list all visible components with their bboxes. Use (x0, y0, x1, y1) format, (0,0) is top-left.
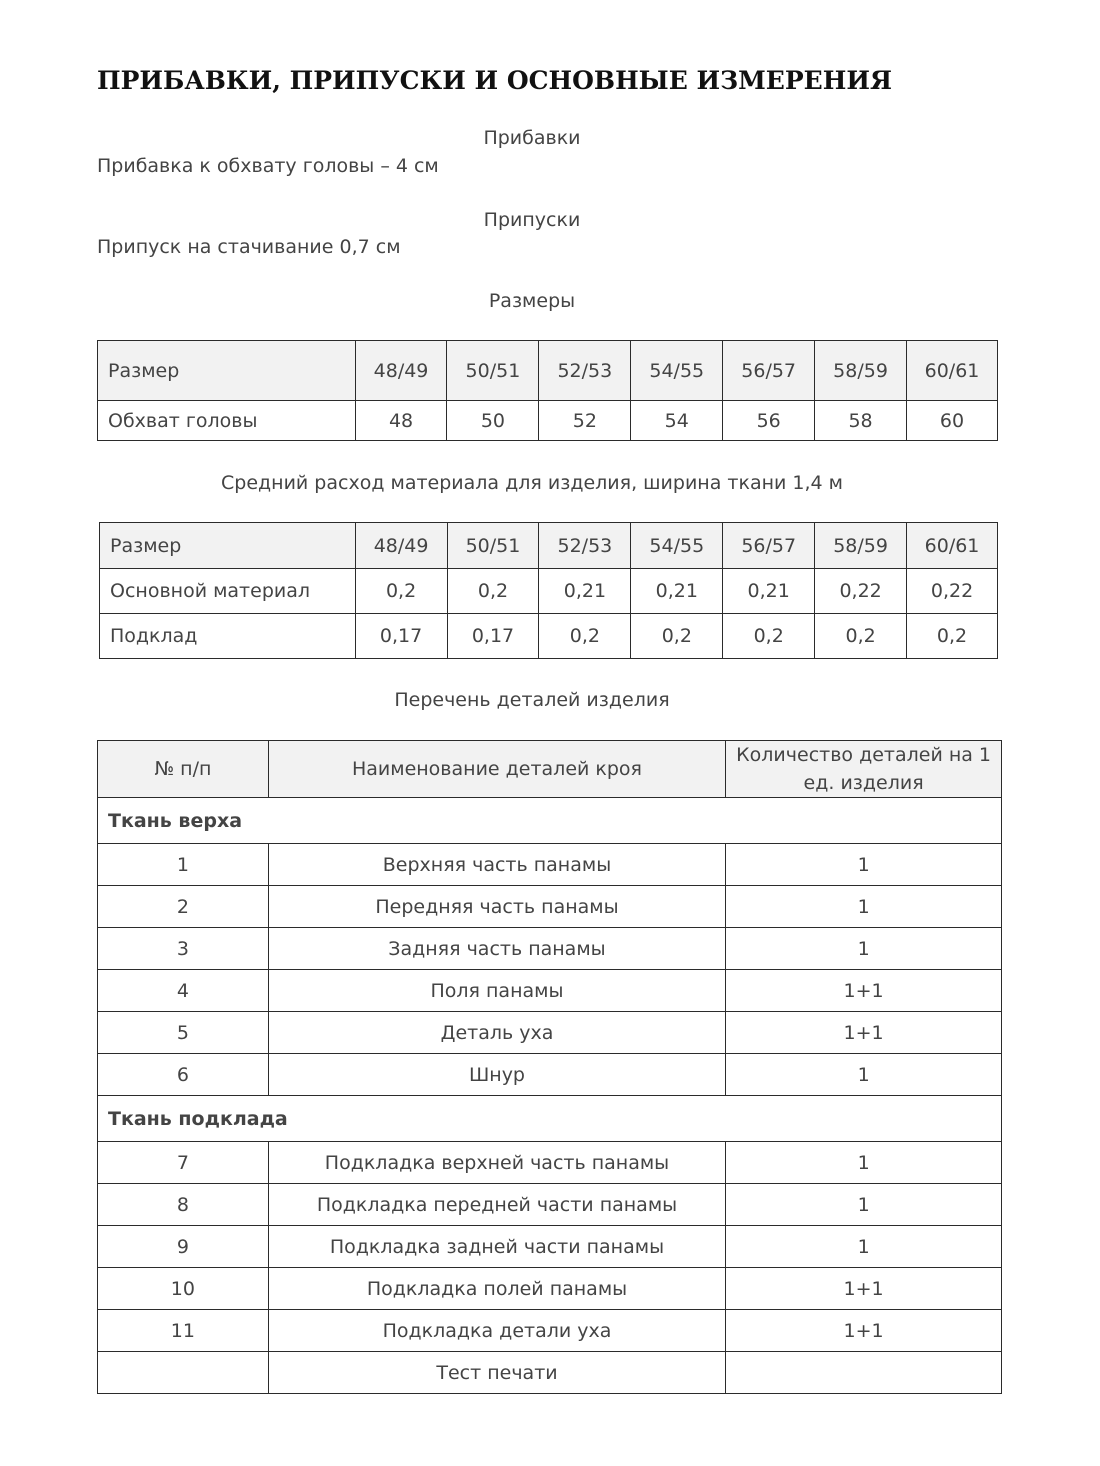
size-column-header: 48/49 (355, 341, 447, 401)
item-number: 5 (98, 1012, 269, 1054)
table-row (98, 1184, 1002, 1226)
item-name: Тест печати (268, 1352, 725, 1394)
item-number: 1 (98, 844, 269, 886)
consumption-header-label: Размер (100, 523, 356, 569)
item-number: 8 (98, 1184, 269, 1226)
table-row (98, 1054, 1002, 1096)
table-cell: 0,17 (355, 614, 447, 659)
table-cell: 50 (447, 401, 539, 441)
table-cell: 0,2 (539, 614, 631, 659)
table-cell: 0,21 (723, 569, 815, 614)
size-column-header: 48/49 (355, 523, 447, 569)
item-quantity: 1 (726, 928, 1002, 970)
table-row (98, 401, 998, 441)
table-row (98, 1142, 1002, 1184)
table-row (98, 1226, 1002, 1268)
item-name: Деталь уха (268, 1012, 725, 1054)
additions-text: Прибавка к обхвату головы – 4 см (97, 155, 439, 177)
table-row (98, 886, 1002, 928)
table-row (100, 614, 998, 659)
details-heading: Перечень деталей изделия (394, 689, 670, 711)
details-header-row (98, 741, 1002, 798)
size-column-header: 56/57 (723, 523, 815, 569)
item-name: Верхняя часть панамы (268, 844, 725, 886)
sizes-header-row (98, 341, 998, 401)
item-name: Подкладка передней части панамы (268, 1184, 725, 1226)
item-quantity: 1 (726, 1184, 1002, 1226)
sizes-header-label: Размер (98, 341, 356, 401)
row-label: Обхват головы (98, 401, 356, 441)
table-cell: 0,21 (539, 569, 631, 614)
allowances-text: Припуск на стачивание 0,7 см (97, 236, 401, 258)
item-name: Шнур (268, 1054, 725, 1096)
table-cell: 0,2 (815, 614, 907, 659)
table-cell: 0,2 (631, 614, 723, 659)
sizes-heading: Размеры (488, 290, 576, 312)
item-number: 9 (98, 1226, 269, 1268)
item-name: Подкладка верхней часть панамы (268, 1142, 725, 1184)
table-cell: 0,2 (723, 614, 815, 659)
table-row (100, 569, 998, 614)
item-number: 3 (98, 928, 269, 970)
table-cell: 0,2 (447, 569, 539, 614)
item-quantity: 1+1 (726, 1268, 1002, 1310)
size-column-header: 60/61 (907, 341, 998, 401)
col-name-header: Наименование деталей кроя (268, 741, 725, 798)
item-number (98, 1352, 269, 1394)
item-number: 11 (98, 1310, 269, 1352)
item-name: Подкладка полей панамы (268, 1268, 725, 1310)
item-number: 4 (98, 970, 269, 1012)
sizes-table (97, 340, 998, 441)
item-number: 10 (98, 1268, 269, 1310)
item-quantity (726, 1352, 1002, 1394)
size-column-header: 58/59 (815, 523, 907, 569)
table-row (98, 970, 1002, 1012)
consumption-heading: Средний расход материала для изделия, ширина ткани 1,4 м (221, 472, 843, 494)
size-column-header: 54/55 (631, 341, 723, 401)
table-cell: 54 (631, 401, 723, 441)
table-cell: 0,2 (907, 614, 998, 659)
table-cell: 60 (907, 401, 998, 441)
item-quantity: 1 (726, 1054, 1002, 1096)
col-num-header: № п/п (98, 741, 269, 798)
table-row (98, 844, 1002, 886)
col-qty-header: Количество деталей на 1 ед. изделия (726, 741, 1002, 798)
item-name: Передняя часть панамы (268, 886, 725, 928)
row-label: Основной материал (100, 569, 356, 614)
item-quantity: 1 (726, 1226, 1002, 1268)
table-cell: 56 (723, 401, 815, 441)
table-row (98, 1352, 1002, 1394)
table-row (98, 1268, 1002, 1310)
table-cell: 48 (355, 401, 447, 441)
group-row (98, 1096, 1002, 1142)
group-title: Ткань подклада (98, 1096, 1002, 1142)
size-column-header: 58/59 (815, 341, 907, 401)
table-cell: 0,2 (355, 569, 447, 614)
consumption-header-row (100, 523, 998, 569)
size-column-header: 54/55 (631, 523, 723, 569)
item-quantity: 1+1 (726, 1012, 1002, 1054)
additions-heading: Прибавки (483, 127, 581, 149)
size-column-header: 60/61 (907, 523, 998, 569)
table-cell: 58 (815, 401, 907, 441)
table-row (98, 1012, 1002, 1054)
consumption-table (99, 522, 998, 659)
item-number: 7 (98, 1142, 269, 1184)
row-label: Подклад (100, 614, 356, 659)
item-name: Задняя часть панамы (268, 928, 725, 970)
table-cell: 0,21 (631, 569, 723, 614)
size-column-header: 52/53 (539, 523, 631, 569)
item-name: Подкладка детали уха (268, 1310, 725, 1352)
item-quantity: 1 (726, 886, 1002, 928)
page-title: ПРИБАВКИ, ПРИПУСКИ И ОСНОВНЫЕ ИЗМЕРЕНИЯ (97, 66, 893, 95)
table-cell: 52 (539, 401, 631, 441)
item-name: Подкладка задней части панамы (268, 1226, 725, 1268)
item-number: 2 (98, 886, 269, 928)
item-number: 6 (98, 1054, 269, 1096)
table-cell: 0,22 (815, 569, 907, 614)
item-quantity: 1 (726, 844, 1002, 886)
details-table (97, 740, 1002, 1394)
group-title: Ткань верха (98, 798, 1002, 844)
group-row (98, 798, 1002, 844)
size-column-header: 50/51 (447, 341, 539, 401)
table-cell: 0,17 (447, 614, 539, 659)
table-row (98, 1310, 1002, 1352)
item-name: Поля панамы (268, 970, 725, 1012)
allowances-heading: Припуски (483, 209, 581, 231)
table-cell: 0,22 (907, 569, 998, 614)
item-quantity: 1+1 (726, 1310, 1002, 1352)
size-column-header: 56/57 (723, 341, 815, 401)
size-column-header: 50/51 (447, 523, 539, 569)
table-row (98, 928, 1002, 970)
size-column-header: 52/53 (539, 341, 631, 401)
item-quantity: 1+1 (726, 970, 1002, 1012)
item-quantity: 1 (726, 1142, 1002, 1184)
